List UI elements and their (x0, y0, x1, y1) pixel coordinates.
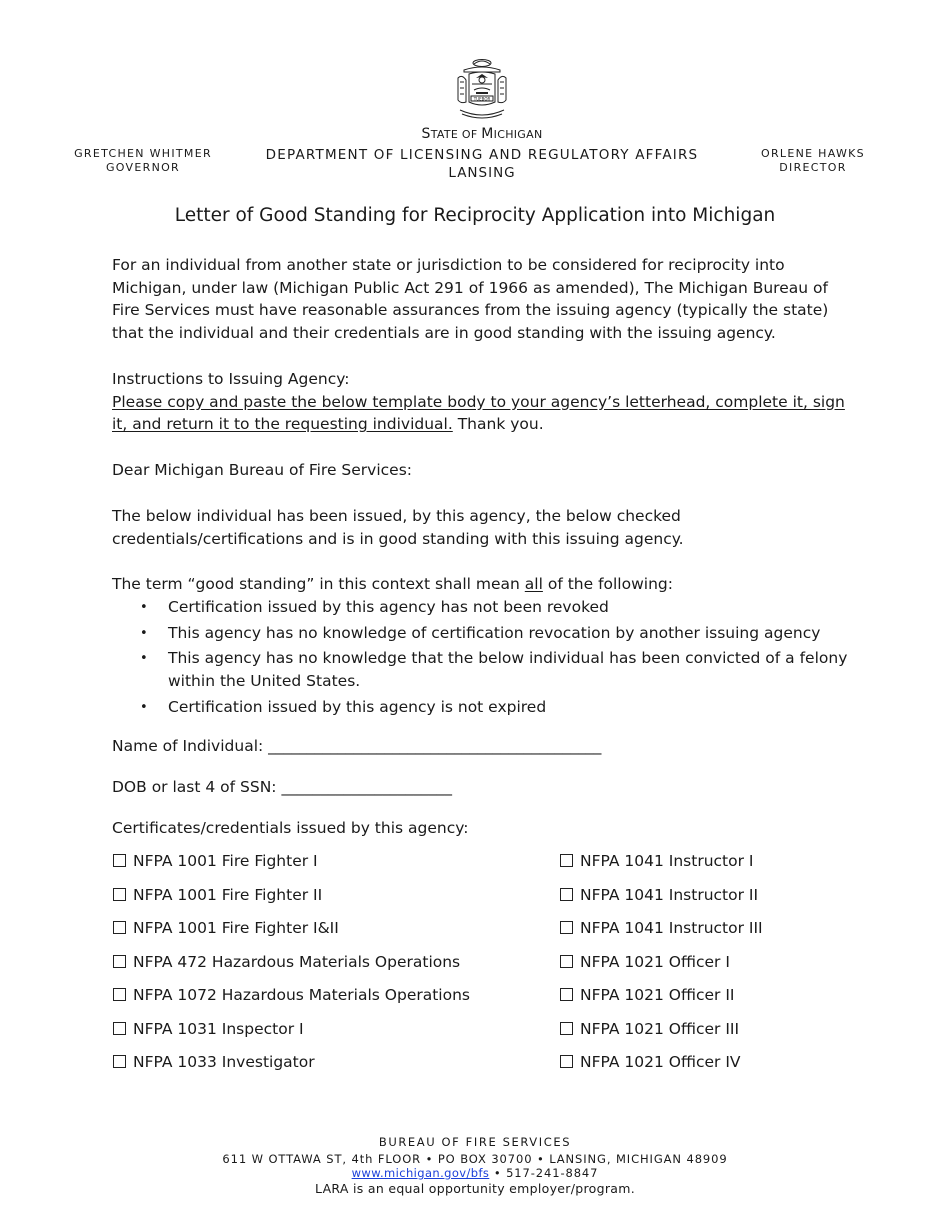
cert-checkbox-ff1[interactable]: NFPA 1001 Fire Fighter I (113, 850, 318, 872)
page-title: Letter of Good Standing for Reciprocity Application into Michigan (174, 205, 776, 226)
list-item: • Certification issued by this agency is not expired (112, 696, 852, 719)
bullet-icon: • (140, 651, 148, 666)
governor-title: GOVERNOR (105, 161, 181, 174)
cert-checkbox-hazmat-472[interactable]: NFPA 472 Hazardous Materials Operations (113, 951, 460, 973)
instructions-paragraph (112, 368, 852, 436)
name-field[interactable]: Name of Individual: ___________________________________________ (112, 737, 602, 755)
cert-checkbox-investigator[interactable]: NFPA 1033 Investigator (113, 1051, 315, 1073)
bullet-icon: • (140, 625, 148, 641)
definition-emphasis: all (524, 575, 543, 593)
cert-checkbox-inspector1[interactable]: NFPA 1031 Inspector I (113, 1018, 304, 1040)
bullet-icon: • (140, 600, 148, 615)
footer-address: 611 W OTTAWA ST, 4th FLOOR • PO BOX 30700 • LANSING, MICHIGAN 48909 (222, 1152, 728, 1166)
checkbox-icon[interactable] (113, 1055, 126, 1068)
definition-line: The term “good standing” in this context shall mean all of the following: (112, 575, 673, 593)
checkbox-icon[interactable] (560, 955, 573, 968)
michigan-seal-icon (452, 56, 512, 122)
instructions-thanks: Thank you. (452, 415, 544, 433)
instructions-heading: Instructions to Issuing Agency: (112, 370, 350, 388)
governor-block (66, 147, 220, 175)
cert-checkbox-officer2[interactable]: NFPA 1021 Officer II (560, 984, 734, 1006)
checkbox-icon[interactable] (113, 888, 126, 901)
cert-checkbox-instructor1[interactable]: NFPA 1041 Instructor I (560, 850, 753, 872)
cert-checkbox-officer4[interactable]: NFPA 1021 Officer IV (560, 1051, 741, 1073)
salutation: Dear Michigan Bureau of Fire Services: (112, 461, 413, 479)
director-block (742, 147, 884, 175)
instructions-text: Please copy and paste the below template body to your agency’s letterhead, complete it, sign it, and return it to the requesting individual. (112, 392, 845, 433)
intro-paragraph: For an individual from another state or jurisdiction to be considered for reciprocity into Michigan, under law (Michigan Public Act 291 of 1966 as amended), The Michigan Bureau of Fire Services must have reasonable assurances from the issuing agency (typically the state) that the individual and their credentials are in good standing with the issuing agency. (112, 256, 829, 342)
checkbox-icon[interactable] (113, 988, 126, 1001)
seal-motto: TUEBOR (473, 96, 491, 102)
governor-name: GRETCHEN WHITMER (74, 147, 212, 160)
list-item: • Certification issued by this agency has not been revoked (112, 596, 852, 619)
cert-checkbox-ff12[interactable]: NFPA 1001 Fire Fighter I&II (113, 917, 339, 939)
statement-paragraph: The below individual has been issued, by this agency, the below checked credentials/certifications and is in good standing with this issuing agency. (112, 507, 684, 548)
footer-bureau: BUREAU OF FIRE SERVICES (378, 1135, 572, 1149)
footer-website-link[interactable]: www.michigan.gov/bfs (351, 1166, 490, 1180)
good-standing-list (112, 596, 852, 721)
list-item: • This agency has no knowledge that the below individual has been convicted of a felony within the United States. (140, 649, 848, 690)
certs-label: Certificates/credentials issued by this agency: (112, 819, 469, 837)
list-item: • This agency has no knowledge of certification revocation by another issuing agency (112, 622, 852, 645)
checkbox-icon[interactable] (113, 921, 126, 934)
cert-checkbox-ff2[interactable]: NFPA 1001 Fire Fighter II (113, 884, 322, 906)
state-name: STATE OF MICHIGAN (421, 126, 543, 142)
director-name: ORLENE HAWKS (761, 147, 865, 160)
dob-field[interactable]: DOB or last 4 of SSN: ______________________ (112, 778, 452, 796)
checkbox-icon[interactable] (560, 1055, 573, 1068)
cert-checkbox-instructor3[interactable]: NFPA 1041 Instructor III (560, 917, 763, 939)
footer-eeo: LARA is an equal opportunity employer/program. (315, 1181, 635, 1196)
checkbox-icon[interactable] (113, 1022, 126, 1035)
checkbox-icon[interactable] (560, 921, 573, 934)
checkbox-icon[interactable] (113, 854, 126, 867)
checkbox-icon[interactable] (113, 955, 126, 968)
cert-checkbox-officer3[interactable]: NFPA 1021 Officer III (560, 1018, 739, 1040)
cert-checkbox-instructor2[interactable]: NFPA 1041 Instructor II (560, 884, 758, 906)
checkbox-icon[interactable] (560, 854, 573, 867)
director-title: DIRECTOR (779, 161, 847, 174)
footer-phone: • 517-241-8847 (489, 1166, 599, 1180)
checkbox-icon[interactable] (560, 1022, 573, 1035)
footer-contact (0, 1166, 950, 1180)
cert-checkbox-officer1[interactable]: NFPA 1021 Officer I (560, 951, 730, 973)
city-name: LANSING (448, 165, 516, 181)
checkbox-icon[interactable] (560, 888, 573, 901)
bullet-icon: • (140, 699, 148, 715)
cert-checkbox-hazmat-1072[interactable]: NFPA 1072 Hazardous Materials Operations (113, 984, 470, 1006)
checkbox-icon[interactable] (560, 988, 573, 1001)
department-name: DEPARTMENT OF LICENSING AND REGULATORY AFFAIRS (265, 147, 699, 163)
